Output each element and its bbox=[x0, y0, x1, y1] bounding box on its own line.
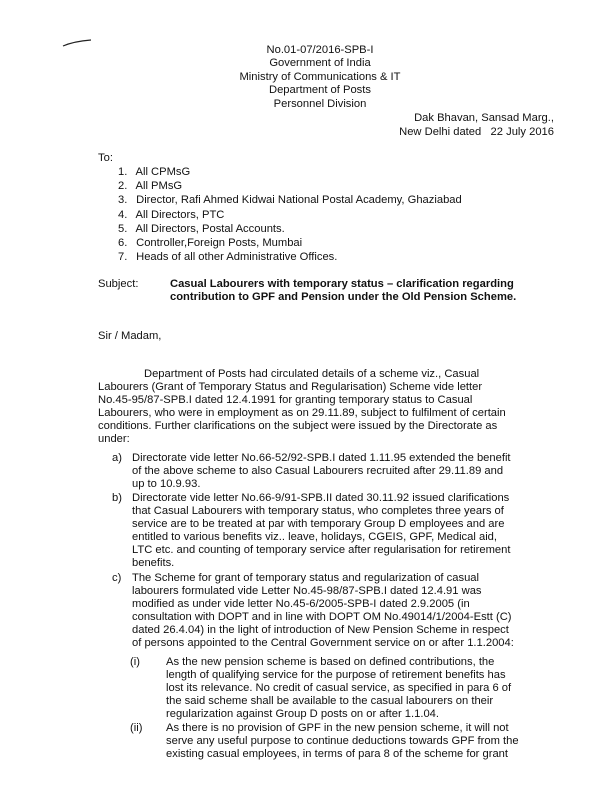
paragraph-line: Labourers, who were in employment as on 29.11.89, subject to fulfilment of certain bbox=[98, 407, 506, 419]
item-text: Director, Rafi Ahmed Kidwai National Postal Academy, Ghaziabad bbox=[136, 194, 462, 207]
pen-mark-icon bbox=[62, 38, 92, 48]
item-line: dated 26.4.04) in the light of introduction of New Pension Scheme in respect bbox=[132, 624, 509, 636]
item-number: 5. bbox=[118, 222, 128, 235]
item-line: benefits. bbox=[132, 557, 175, 569]
paragraph-line: Labourers (Grant of Temporary Status and Regularisation) Scheme vide letter bbox=[98, 381, 483, 393]
list-item bbox=[118, 209, 462, 223]
item-line: serve any useful purpose to continue deductions towards GPF from the bbox=[166, 735, 519, 747]
item-text: Heads of all other Administrative Offices. bbox=[136, 251, 338, 264]
item-marker: b) bbox=[112, 492, 122, 504]
list-item bbox=[118, 194, 462, 208]
item-line: regularization against Group D posts on or after 1.1.04. bbox=[166, 708, 440, 720]
item-marker: (ii) bbox=[130, 722, 143, 734]
subject-line: Casual Labourers with temporary status – clarification regarding bbox=[170, 278, 514, 290]
item-line: LTC etc. and counting of temporary service after regularisation for retirement bbox=[132, 544, 511, 556]
list-item bbox=[118, 237, 462, 251]
item-line: length of qualifying service for the purpose of retirement benefits has bbox=[166, 669, 506, 681]
item-line: of the above scheme to also Casual Labourers recruited after 29.11.89 and bbox=[132, 465, 504, 477]
item-text: All PMsG bbox=[135, 180, 183, 193]
item-number: 6. bbox=[118, 236, 128, 249]
item-number: 4. bbox=[118, 208, 128, 221]
letter-header bbox=[170, 44, 470, 111]
item-marker: c) bbox=[112, 572, 122, 584]
subject-label: Subject: bbox=[98, 278, 139, 290]
item-body bbox=[132, 572, 548, 650]
item-number: 7. bbox=[118, 251, 128, 264]
item-body bbox=[132, 492, 548, 570]
item-marker: a) bbox=[112, 452, 122, 464]
list-item bbox=[118, 251, 462, 265]
to-label: To: bbox=[98, 152, 113, 164]
item-number: 3. bbox=[118, 194, 128, 207]
item-line: As there is no provision of GPF in the new pension scheme, it will not bbox=[166, 722, 509, 734]
item-line: of persons appointed to the Central Government service on or after 1.1.2004: bbox=[132, 637, 514, 649]
item-line: lost its relevance. No credit of casual service, as specified in para 6 of bbox=[166, 682, 512, 694]
item-number: 2. bbox=[118, 180, 128, 193]
item-line: the said scheme shall be available to the casual labourers on their bbox=[166, 695, 494, 707]
paragraph-line: conditions. Further clarifications on the subject were issued by the Directorate as bbox=[98, 420, 498, 432]
salutation: Sir / Madam, bbox=[98, 330, 162, 342]
item-text: All Directors, Postal Accounts. bbox=[135, 222, 285, 235]
list-item bbox=[118, 180, 462, 194]
letter-date: 22 July 2016 bbox=[490, 126, 554, 138]
place-date-block bbox=[399, 112, 554, 140]
item-text: Controller,Foreign Posts, Mumbai bbox=[136, 236, 303, 249]
item-body bbox=[166, 722, 545, 761]
item-text: All CPMsG bbox=[135, 166, 191, 178]
item-line: consultation with DOPT and in line with DOPT OM No.49014/1/2004-Estt (C) bbox=[132, 611, 512, 623]
item-number: 1. bbox=[118, 166, 128, 178]
government-line: Government of India bbox=[269, 57, 371, 70]
item-line: The Scheme for grant of temporary status and regularization of casual bbox=[132, 572, 479, 584]
division-line: Personnel Division bbox=[273, 97, 367, 110]
list-item bbox=[118, 166, 462, 180]
paragraph-line: Department of Posts had circulated details of a scheme viz., Casual bbox=[144, 368, 480, 380]
department-line: Department of Posts bbox=[269, 84, 371, 97]
recipient-list bbox=[118, 166, 462, 265]
list-item bbox=[118, 223, 462, 237]
ministry-line: Ministry of Communications & IT bbox=[239, 70, 401, 83]
item-line: labourers formulated vide Letter No.45-98/87-SPB.I dated 12.4.91 was bbox=[132, 585, 482, 597]
item-line: entitled to various benefits viz.. leave, holidays, CGEIS, GPF, Medical aid, bbox=[132, 531, 498, 543]
item-marker: (i) bbox=[130, 656, 140, 668]
paragraph-line: under: bbox=[98, 433, 130, 445]
paragraph-line: No.45-95/87-SPB.I dated 12.4.1991 for granting temporary status to Casual bbox=[98, 394, 473, 406]
item-line: Directorate vide letter No.66-52/92-SPB.I dated 1.11.95 extended the benefit bbox=[132, 452, 511, 464]
address-line: Dak Bhavan, Sansad Marg., bbox=[414, 112, 554, 124]
item-line: Directorate vide letter No.66-9/91-SPB.II dated 30.11.92 issued clarifications bbox=[132, 492, 510, 504]
item-body bbox=[132, 452, 548, 491]
item-line: As the new pension scheme is based on defined contributions, the bbox=[166, 656, 495, 668]
item-line: that Casual Labourers with temporary status, who completes three years of bbox=[132, 505, 504, 517]
city-dated: New Delhi dated bbox=[399, 126, 482, 138]
item-body bbox=[166, 656, 545, 721]
date-line bbox=[399, 126, 554, 140]
subject-text bbox=[170, 278, 550, 305]
item-line: service are to be treated at par with temporary Group D employees and are bbox=[132, 518, 505, 530]
item-text: All Directors, PTC bbox=[135, 208, 225, 221]
item-line: existing casual employees, in terms of para 8 of the scheme for grant bbox=[166, 748, 509, 760]
item-line: up to 10.9.93. bbox=[132, 478, 201, 490]
subject-line: contribution to GPF and Pension under the Old Pension Scheme. bbox=[170, 291, 517, 304]
intro-paragraph bbox=[98, 368, 550, 446]
item-line: modified as under vide letter No.45-6/2005-SPB-I dated 2.9.2005 (in bbox=[132, 598, 470, 610]
file-number: No.01-07/2016-SPB-I bbox=[266, 44, 374, 56]
